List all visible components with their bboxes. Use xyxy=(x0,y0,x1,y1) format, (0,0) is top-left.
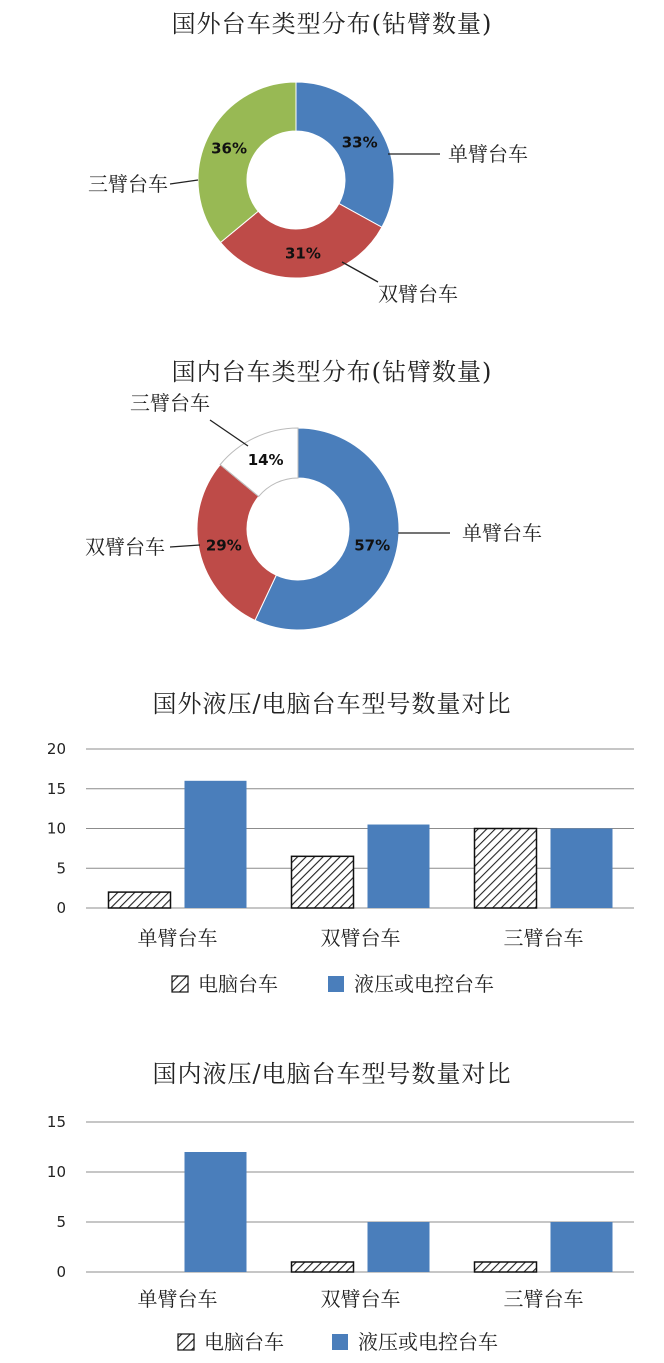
legend-label: 电脑台车 xyxy=(198,972,278,996)
slice-value-label: 31% xyxy=(285,244,321,263)
donut-panel-foreign xyxy=(0,0,664,320)
bar xyxy=(292,856,354,908)
legend-swatch xyxy=(332,1334,348,1350)
slice-value-label: 29% xyxy=(205,536,242,555)
x-category-label: 三臂台车 xyxy=(503,926,584,950)
slice-value-label: 36% xyxy=(211,139,247,158)
y-tick-label: 5 xyxy=(56,1213,66,1231)
bar xyxy=(475,1262,537,1272)
bar xyxy=(368,825,430,908)
bar xyxy=(551,829,613,909)
chart-title: 国内台车类型分布(钻臂数量) xyxy=(171,358,493,386)
donut-panel-domestic xyxy=(0,340,664,650)
bar-chart-foreign xyxy=(0,670,664,1020)
leader-line xyxy=(170,545,200,547)
bar xyxy=(551,1222,613,1272)
x-category-label: 单臂台车 xyxy=(137,926,218,950)
bar xyxy=(292,1262,354,1272)
donut-chart-foreign xyxy=(0,0,664,320)
legend-swatch xyxy=(328,976,344,992)
slice-category-label: 单臂台车 xyxy=(462,521,542,545)
y-tick-label: 20 xyxy=(46,740,66,758)
legend-label: 液压或电控台车 xyxy=(354,972,494,996)
x-category-label: 单臂台车 xyxy=(137,1287,218,1311)
x-category-label: 双臂台车 xyxy=(320,926,401,950)
chart-title: 国外液压/电脑台车型号数量对比 xyxy=(152,690,512,718)
donut-slice xyxy=(296,82,394,227)
slice-category-label: 单臂台车 xyxy=(448,142,528,166)
legend-swatch xyxy=(178,1334,194,1350)
y-tick-label: 0 xyxy=(56,899,66,917)
bar xyxy=(185,1152,247,1272)
y-tick-label: 10 xyxy=(46,1163,66,1181)
slice-category-label: 双臂台车 xyxy=(85,535,165,559)
slice-value-label: 14% xyxy=(247,451,284,470)
donut-slice xyxy=(198,82,296,242)
legend-label: 电脑台车 xyxy=(204,1330,284,1354)
y-tick-label: 15 xyxy=(46,779,66,798)
x-category-label: 三臂台车 xyxy=(503,1287,584,1311)
chart-title: 国外台车类型分布(钻臂数量) xyxy=(171,10,493,38)
bar-chart-domestic xyxy=(0,1040,664,1363)
bar-panel-domestic xyxy=(0,1040,664,1363)
bar xyxy=(185,781,247,908)
slice-category-label: 三臂台车 xyxy=(88,172,168,196)
leader-line xyxy=(170,180,198,184)
donut-chart-domestic xyxy=(0,340,664,650)
leader-line xyxy=(210,420,248,446)
x-category-label: 双臂台车 xyxy=(320,1287,401,1311)
y-tick-label: 10 xyxy=(46,819,66,838)
y-tick-label: 0 xyxy=(56,1263,66,1281)
slice-category-label: 三臂台车 xyxy=(130,391,210,415)
legend-label: 液压或电控台车 xyxy=(358,1330,498,1354)
y-tick-label: 15 xyxy=(46,1113,66,1131)
chart-title: 国内液压/电脑台车型号数量对比 xyxy=(152,1060,512,1088)
bar xyxy=(475,829,537,909)
bar xyxy=(368,1222,430,1272)
leader-line xyxy=(342,262,378,282)
bar xyxy=(109,892,171,908)
slice-category-label: 双臂台车 xyxy=(378,282,458,306)
legend-swatch xyxy=(172,976,188,992)
bar-panel-foreign xyxy=(0,670,664,1020)
slice-value-label: 57% xyxy=(354,536,391,555)
y-tick-label: 5 xyxy=(56,859,66,878)
slice-value-label: 33% xyxy=(341,133,378,152)
